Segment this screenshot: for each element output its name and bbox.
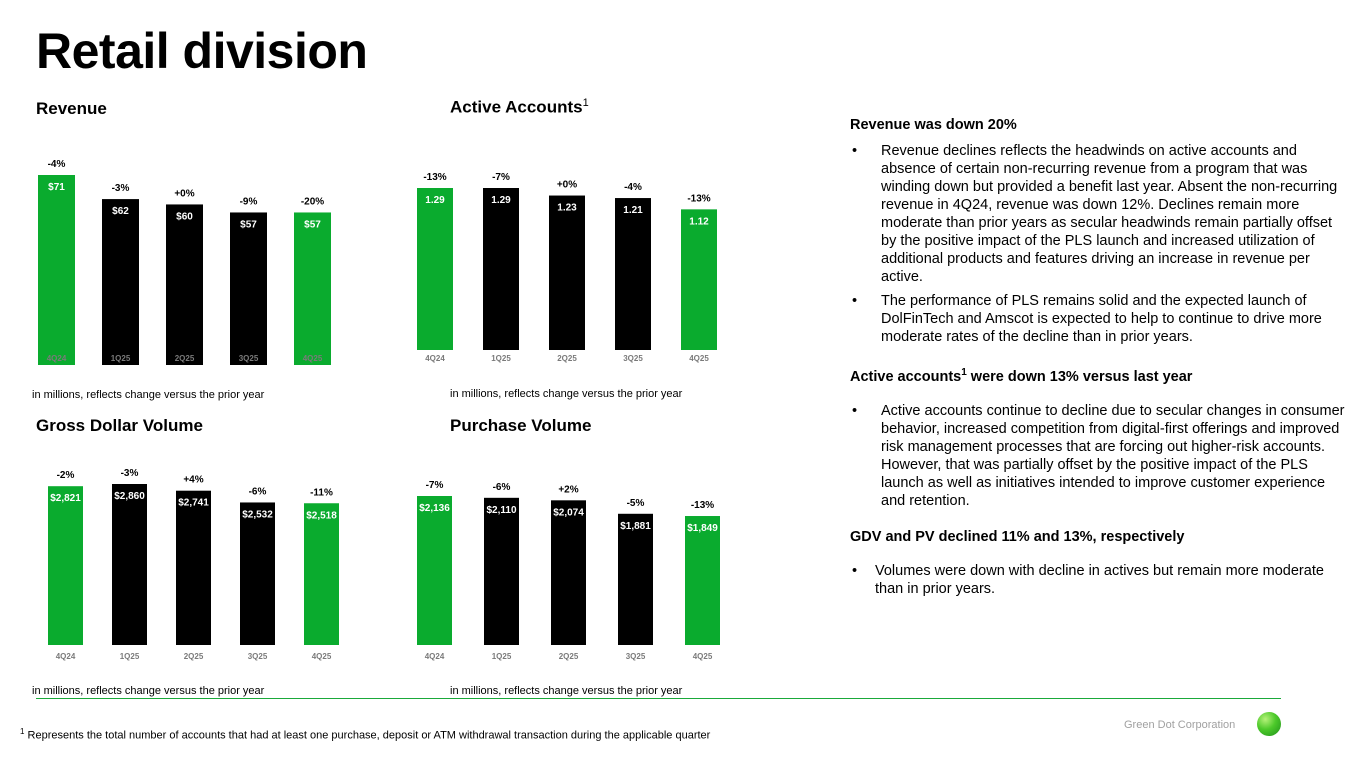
bar-change-label: -4% — [624, 182, 642, 194]
x-tick-label: 1Q25 — [491, 652, 512, 661]
x-tick-label: 4Q24 — [425, 354, 445, 363]
pv-title-text: Purchase Volume — [450, 416, 592, 435]
bar-4Q25 — [304, 503, 339, 645]
bar-value-label: $2,532 — [242, 509, 273, 521]
page-title: Retail division — [36, 23, 368, 79]
brand-name: Green Dot Corporation — [1124, 719, 1236, 731]
bar-change-label: -7% — [425, 480, 444, 491]
bullet-marker: • — [852, 143, 858, 159]
x-tick-label: 3Q25 — [623, 354, 643, 363]
pv-bar-chart — [410, 460, 730, 670]
x-tick-label: 4Q25 — [689, 354, 709, 363]
bar-change-label: -20% — [300, 196, 325, 208]
active-accounts-bar-chart — [410, 150, 730, 375]
bar-change-label: +0% — [556, 179, 578, 191]
bullet-text: Active accounts continue to decline due to secular changes in consumer behavior, increased competition from digital-first offerings and improved risk management processes that are forcing out higher-risk accounts. However, that was partially offset by the positive impact of the PLS launch as well as initiatives intended to improve customer experience and retention. — [881, 402, 1345, 509]
bar-value-label: $2,741 — [178, 497, 209, 509]
bar-2Q25 — [551, 500, 586, 645]
footnote-marker: 1 — [20, 727, 25, 736]
bar-value-label: $2,860 — [114, 491, 145, 502]
gdv-units-note: in millions, reflects change versus the prior year — [32, 685, 265, 697]
x-tick-label: 4Q25 — [311, 652, 332, 661]
accounts-heading-footnote-marker: 1 — [961, 367, 967, 378]
bar-2Q25 — [549, 196, 585, 350]
x-tick-label: 4Q25 — [692, 652, 713, 661]
bar-value-label: $1,881 — [620, 520, 651, 532]
bar-change-label: -13% — [690, 500, 715, 512]
bar-change-label: -3% — [120, 468, 139, 479]
bar-value-label: 1.23 — [557, 202, 577, 214]
accounts-heading-start: Active accounts — [850, 368, 962, 385]
bar-value-label: $2,110 — [486, 504, 517, 516]
bar-1Q25 — [484, 498, 519, 645]
bar-2Q25 — [176, 491, 211, 645]
bar-3Q25 — [230, 212, 267, 365]
x-tick-label: 3Q25 — [247, 652, 268, 661]
gdv-bar-chart — [40, 460, 360, 670]
bullet-marker: • — [852, 293, 858, 309]
bar-change-label: +2% — [558, 484, 579, 496]
bar-4Q24 — [417, 188, 453, 350]
bar-3Q25 — [240, 502, 275, 645]
commentary-panel — [850, 116, 1345, 616]
volume-bullet-1 — [850, 562, 1345, 598]
bar-change-label: -11% — [310, 487, 333, 499]
bar-value-label: $2,518 — [306, 510, 337, 522]
accounts-bullet-1 — [850, 402, 1345, 510]
bar-value-label: $60 — [176, 211, 193, 223]
accounts-heading-end: were down 13% versus last year — [966, 368, 1193, 385]
x-tick-label: 3Q25 — [238, 354, 259, 363]
bullet-text: Revenue declines reflects the headwinds on active accounts and absence of certain non-recurring revenue from a program that was winding down but provided a benefit last year. Absent the non-recurring revenue in 4Q24, revenue was down 12%. Declines remain more moderate than prior years as secular headwinds remain partially offset by the positive impact of the PLS launch and increased utilization of additional products and features driving an increase in revenue per active. — [881, 143, 1338, 285]
x-tick-label: 4Q24 — [424, 652, 445, 661]
revenue-title-text: Revenue — [36, 99, 107, 118]
bar-change-label: +0% — [174, 188, 195, 200]
bar-change-label: -13% — [687, 193, 711, 205]
active-accounts-title-footnote-marker: 1 — [582, 97, 589, 109]
bar-1Q25 — [102, 199, 139, 365]
bar-1Q25 — [112, 484, 147, 645]
active-accounts-title-text: Active Accounts — [450, 97, 583, 117]
x-tick-label: 1Q25 — [491, 354, 511, 363]
bar-value-label: $1,849 — [687, 523, 718, 535]
bar-value-label: 1.12 — [689, 216, 709, 228]
bar-value-label: 1.29 — [491, 195, 511, 206]
x-tick-label: 4Q24 — [46, 354, 67, 363]
bar-change-label: -9% — [239, 196, 258, 208]
x-tick-label: 4Q24 — [55, 652, 76, 661]
bullet-marker: • — [852, 402, 858, 419]
revenue-units-note: in millions, reflects change versus the prior year — [32, 389, 265, 401]
volume-commentary-heading: GDV and PV declined 11% and 13%, respectively — [850, 528, 1185, 545]
x-tick-label: 2Q25 — [183, 652, 204, 661]
bar-1Q25 — [483, 188, 519, 350]
active-accounts-units-note: in millions, reflects change versus the prior year — [450, 388, 683, 400]
gdv-chart-title — [36, 416, 203, 436]
bar-change-label: +4% — [183, 474, 204, 486]
x-tick-label: 2Q25 — [558, 652, 579, 661]
x-tick-label: 2Q25 — [174, 354, 195, 363]
bullet-text: Volumes were down with decline in actives but remain more moderate than in prior years. — [875, 562, 1324, 597]
bar-value-label: $62 — [112, 206, 129, 218]
volume-commentary-list — [850, 562, 1345, 598]
x-tick-label: 4Q25 — [302, 354, 323, 363]
revenue-commentary-list — [850, 142, 1345, 346]
bar-change-label: -6% — [248, 486, 267, 498]
bar-value-label: $71 — [48, 182, 65, 193]
x-tick-label: 3Q25 — [625, 652, 646, 661]
bar-3Q25 — [618, 514, 653, 645]
bar-4Q25 — [685, 516, 720, 645]
bar-change-label: -13% — [423, 172, 447, 183]
green-dot-logo-icon — [1257, 712, 1281, 736]
revenue-bullet-1 — [850, 142, 1345, 286]
bar-2Q25 — [166, 204, 203, 365]
bar-4Q24 — [48, 486, 83, 645]
bar-value-label: $57 — [304, 219, 321, 231]
x-tick-label: 1Q25 — [110, 354, 131, 363]
bar-4Q24 — [417, 496, 452, 645]
x-tick-label: 1Q25 — [119, 652, 140, 661]
active-accounts-chart-title — [450, 97, 589, 118]
accounts-commentary-list — [850, 402, 1345, 510]
revenue-commentary-heading: Revenue was down 20% — [850, 117, 1017, 133]
footer-divider — [36, 698, 1281, 699]
bar-change-label: -6% — [492, 481, 511, 493]
revenue-bullet-2 — [850, 292, 1345, 346]
pv-units-note: in millions, reflects change versus the prior year — [450, 685, 683, 697]
bar-value-label: $2,136 — [419, 503, 450, 514]
bar-4Q24 — [38, 175, 75, 365]
bar-3Q25 — [615, 198, 651, 350]
bar-value-label: 1.21 — [623, 205, 643, 217]
bar-value-label: $2,074 — [553, 507, 584, 519]
bar-4Q25 — [294, 212, 331, 365]
bullet-text: The performance of PLS remains solid and the expected launch of DolFinTech and Amscot is expected to help to continue to drive more moderate rates of the decline than in prior years. — [881, 293, 1322, 345]
x-tick-label: 2Q25 — [557, 354, 577, 363]
revenue-chart-title — [36, 99, 107, 119]
bar-value-label: 1.29 — [425, 195, 445, 206]
pv-chart-title — [450, 416, 591, 436]
bar-change-label: -7% — [492, 172, 510, 183]
bar-value-label: $2,821 — [50, 493, 81, 505]
bullet-marker: • — [852, 562, 858, 579]
bar-value-label: $57 — [240, 219, 257, 231]
footnote — [20, 727, 710, 742]
bar-change-label: -2% — [56, 470, 75, 482]
bar-change-label: -5% — [626, 497, 645, 509]
bar-4Q25 — [681, 209, 717, 350]
footnote-text: Represents the total number of accounts that had at least one purchase, deposit or ATM withdrawal transaction during the applicable quarter — [27, 729, 711, 742]
revenue-bar-chart — [30, 150, 350, 375]
bar-change-label: -4% — [47, 159, 66, 170]
accounts-commentary-heading — [850, 364, 1345, 386]
gdv-title-text: Gross Dollar Volume — [36, 416, 203, 435]
bar-change-label: -3% — [111, 183, 130, 195]
